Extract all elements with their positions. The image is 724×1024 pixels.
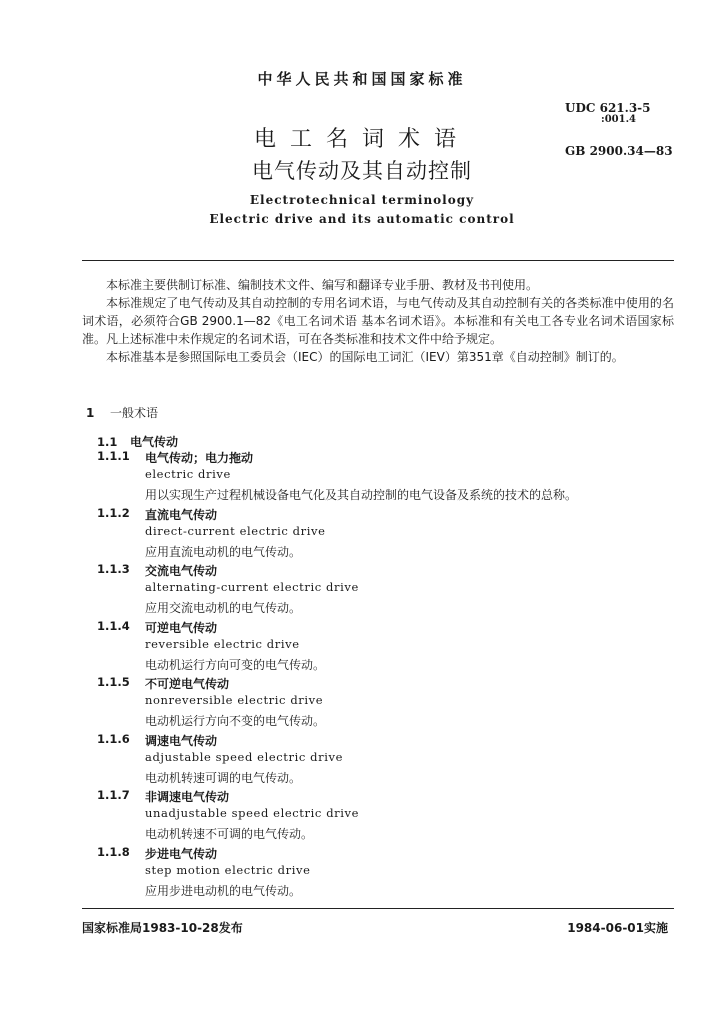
term-number: 1.1.2 [97,505,130,520]
national-standard-label: 中华人民共和国国家标准 [257,70,467,88]
term-number: 1.1.3 [97,562,130,576]
intro-text [82,276,674,366]
term-chinese: 不可逆电气传动 [145,677,230,691]
term-definition: 电动机运行方向可变的电气传动。 [145,657,326,672]
subtitle-en: Electric drive and its automatic control [209,212,515,226]
title-cn: 电工名词术语 [253,127,470,152]
term-number: 1.1.4 [97,618,130,633]
term-english: electric drive [145,467,231,481]
term-number: 1.1.6 [97,731,130,746]
subsection-title: 电气传动 [130,435,179,449]
term-definition: 电动机转速可调的电气传动。 [145,770,302,785]
term-chinese: 直流电气传动 [145,507,218,522]
intro-paragraph-3: 本标准基本是参照国际电工委员会（IEC）的国际电工词汇（IEV）第351章《自动控制》制订的。 [106,350,624,364]
term-definition: 应用交流电动机的电气传动。 [145,601,302,615]
bottom-rule [82,908,674,909]
section-number: 1 [86,406,95,420]
subsection-number: 1.1 [97,435,118,449]
term-chinese: 步进电气传动 [145,846,218,861]
subtitle-cn: 电气传动及其自动控制 [252,159,472,183]
term-english: adjustable speed electric drive [145,749,344,764]
term-number: 1.1.1 [97,449,130,463]
term-number: 1.1.5 [97,675,130,689]
term-chinese: 调速电气传动 [145,733,218,748]
subsection-heading [97,431,178,450]
term-number: 1.1.8 [97,844,130,859]
effective-date: 1984-06-01实施 [567,921,668,935]
term-english: reversible electric drive [145,636,300,651]
top-rule [82,260,674,261]
term-definition: 应用直流电动机的电气传动。 [145,544,302,559]
term-chinese: 电气传动；电力拖动 [145,451,254,465]
section-title: 一般术语 [110,406,159,420]
issued-date: 国家标准局1983-10-28发布 [82,921,243,935]
term-english: direct-current electric drive [145,523,326,538]
term-chinese: 可逆电气传动 [145,620,218,635]
term-definition: 应用步进电动机的电气传动。 [145,883,302,898]
term-definition: 电动机转速不可调的电气传动。 [145,827,314,841]
term-chinese: 交流电气传动 [145,564,218,578]
term-number: 1.1.7 [97,788,130,802]
term-english: nonreversible electric drive [145,693,324,707]
term-english: alternating-current electric drive [145,580,359,594]
section-heading [86,404,158,421]
term-chinese: 非调速电气传动 [145,790,230,804]
gb-number: GB 2900.34—83 [565,144,673,158]
term-english: step motion electric drive [145,862,311,877]
term-definition: 用以实现生产过程机械设备电气化及其自动控制的电气设备及系统的技术的总称。 [145,488,578,502]
udc-line2: :001.4 [601,114,637,125]
term-definition: 电动机运行方向不变的电气传动。 [145,714,326,728]
udc-line1: UDC 621.3-5 [565,101,651,115]
intro-paragraph-2: 本标准规定了电气传动及其自动控制的专用名词术语，与电气传动及其自动控制有关的各类标准中使用的名词术语，必须符合GB 2900.1—82《电工名词术语 基本名词术语》。本标准和有关电工各专业名词术语国家标准。凡上述标准中未作规定的名词术语，可在各类标准和技术文件中给予规定。 [82,296,674,346]
term-english: unadjustable speed electric drive [145,806,360,820]
intro-paragraph-1: 本标准主要供制订标准、编制技术文件、编写和翻译专业手册、教材及书刊使用。 [106,278,539,292]
title-en: Electrotechnical terminology [249,193,475,207]
